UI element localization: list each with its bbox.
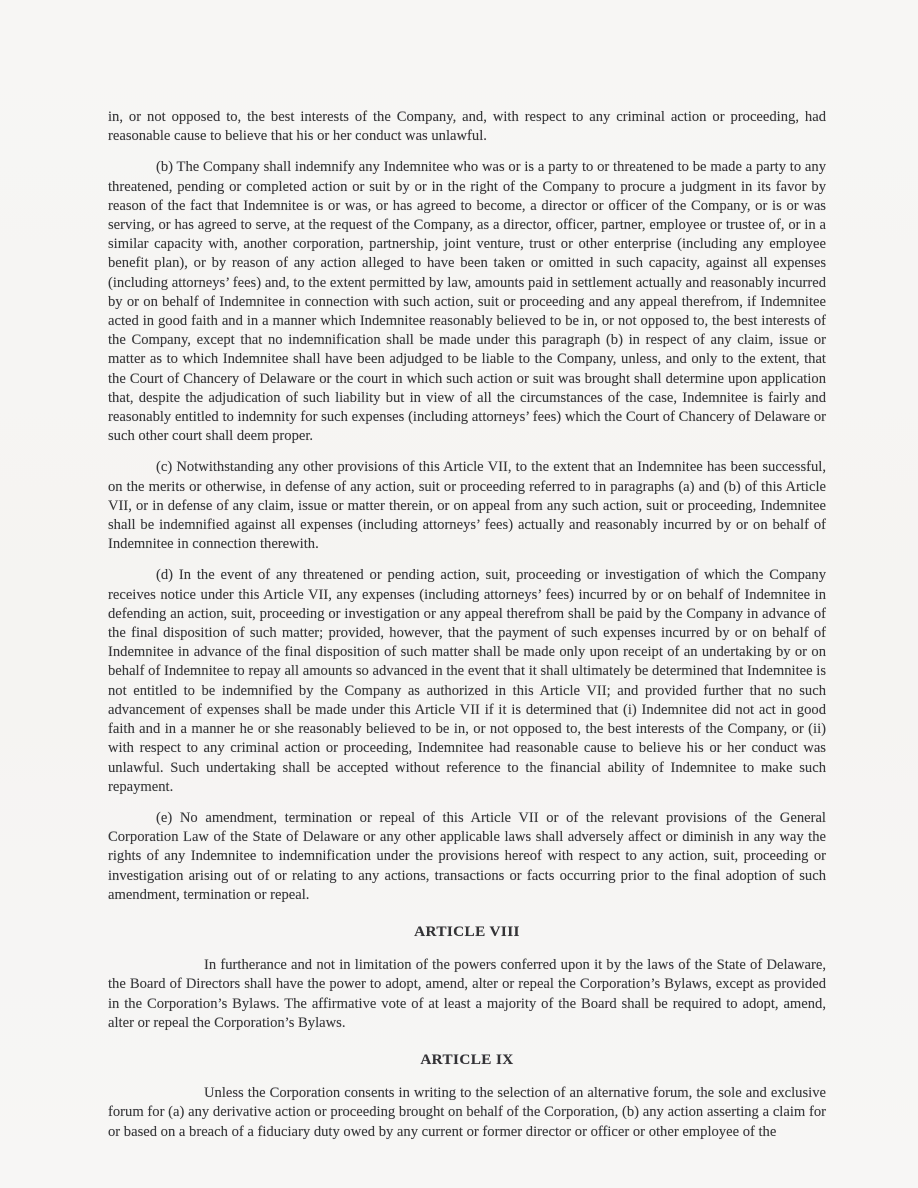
article-ix-paragraph-forum-selection: Unless the Corporation consents in writing to the selection of an alternative forum, the sole and exclusive forum for (a) any derivative action or proceeding brought on behalf of the Corporation, (b) any action asserting a claim for or based on a breach of a fiduciary duty owed by any current or former director or officer or other employee of the (108, 1085, 826, 1140)
paragraph-continuation: in, or not opposed to, the best interests of the Company, and, with respect to any criminal action or proceeding, had reasonable cause to believe that his or her conduct was unlawful. (108, 109, 826, 145)
paragraph-d-advancement-of-expenses: (d) In the event of any threatened or pending action, suit, proceeding or investigation of which the Company receives notice under this Article VII, any expenses (including attorneys’ fees) incurred by or on behalf of Indemnitee in defending an action, suit, proceeding or investigation or any appeal therefrom shall be paid by the Company in advance of the final disposition of such matter; provided, however, that the payment of such expenses incurred by or on behalf of Indemnitee in advance of the final disposition of such matter shall be made only upon receipt of an undertaking by or on behalf of Indemnitee to repay all amounts so advanced in the event that it shall ultimately be determined that Indemnitee is not entitled to be indemnified by the Company as authorized in this Article VII; and provided further that no such advancement of expenses shall be made under this Article VII if it is determined that (i) Indemnitee did not act in good faith and in a manner he or she reasonably believed to be in, or not opposed to, the best interests of the Company, or (ii) with respect to any criminal action or proceeding, Indemnitee had reasonable cause to believe his or her conduct was unlawful. Such undertaking shall be accepted without reference to the financial ability of Indemnitee to make such repayment. (108, 567, 826, 795)
paragraph-c-successful-defense: (c) Notwithstanding any other provisions of this Article VII, to the extent that an Indemnitee has been successful, on the merits or otherwise, in defense of any action, suit or proceeding referred to in paragraphs (a) and (b) of this Article VII, or in defense of any claim, issue or matter therein, or on appeal from any such action, suit or proceeding, Indemnitee shall be indemnified against all expenses (including attorneys’ fees) actually and reasonably incurred by or on behalf of Indemnitee in connection therewith. (108, 459, 826, 553)
article-viii-paragraph-bylaws: In furtherance and not in limitation of the powers conferred upon it by the laws of the State of Delaware, the Board of Directors shall have the power to adopt, amend, alter or repeal the Corporation’s Bylaws, except as provided in the Corporation’s Bylaws. The affirmative vote of at least a majority of the Board shall be required to adopt, amend, alter or repeal the Corporation’s Bylaws. (108, 957, 826, 1031)
article-viii-heading: ARTICLE VIII (414, 922, 520, 940)
article-ix-heading: ARTICLE IX (420, 1050, 514, 1068)
paragraph-e-no-amendment: (e) No amendment, termination or repeal of this Article VII or of the relevant provisions of the General Corporation Law of the State of Delaware or any other applicable laws shall adversely affect or diminish in any way the rights of any Indemnitee to indemnification under the provisions hereof with respect to any action, suit, proceeding or investigation arising out of or relating to any actions, transactions or facts occurring prior to the final adoption of such amendment, termination or repeal. (108, 809, 826, 903)
paragraph-b-indemnification: (b) The Company shall indemnify any Indemnitee who was or is a party to or threatened to be made a party to any threatened, pending or completed action or suit by or in the right of the Company to procure a judgment in its favor by reason of the fact that Indemnitee is or was, or has agreed to become, a director or officer of the Company, or is or was serving, or has agreed to serve, at the request of the Company, as a director, officer, partner, employee or trustee of, or in a similar capacity with, another corporation, partnership, joint venture, trust or other enterprise (including any employee benefit plan), or by reason of any action alleged to have been taken or omitted in such capacity, against all expenses (including attorneys’ fees) and, to the extent permitted by law, amounts paid in settlement actually and reasonably incurred by or on behalf of Indemnitee in connection with such action, suit or proceeding and any appeal therefrom, if Indemnitee acted in good faith and in a manner which Indemnitee reasonably believed to be in, or not opposed to, the best interests of the Company, except that no indemnification shall be made under this paragraph (b) in respect of any claim, issue or matter as to which Indemnitee shall have been adjudged to be liable to the Company, unless, and only to the extent, that the Court of Chancery of Delaware or the court in which such action or suit was brought shall determine upon application that, despite the adjudication of such liability but in view of all the circumstances of the case, Indemnitee is fairly and reasonably entitled to indemnity for such expenses (including attorneys’ fees) which the Court of Chancery of Delaware or such other court shall deem proper. (108, 159, 826, 445)
